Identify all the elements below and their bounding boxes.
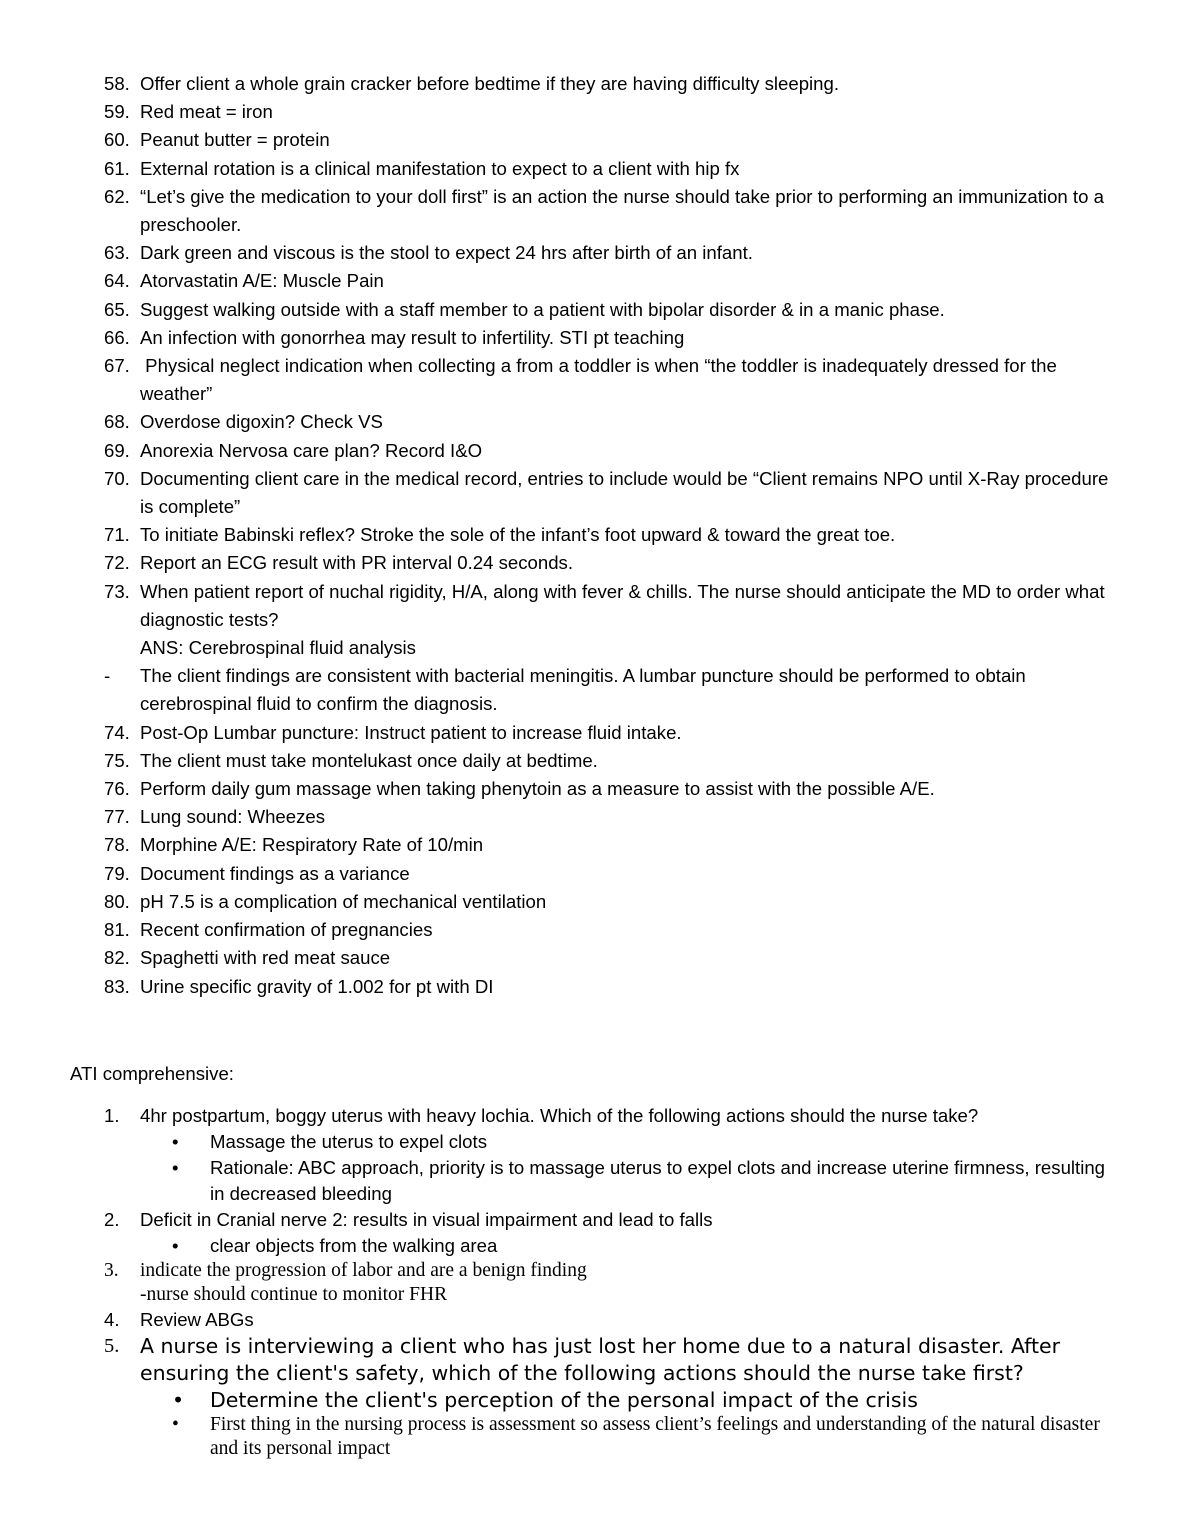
item-text: Anorexia Nervosa care plan? Record I&O [140,439,483,461]
item-number: 61. [104,157,130,179]
list-item [0,662,1125,718]
item-text: indicate the progression of labor and are a benign finding [140,1260,587,1281]
item-text: Documenting client care in the medical record, entries to include would be “Client remains NPO until X-Ray procedure is complete” [140,467,1109,518]
item-text: Report an ECG result with PR interval 0.24 seconds. [140,552,574,574]
item-text: Suggest walking outside with a staff member to a patient with bipolar disorder & in a manic phase. [140,298,945,320]
list-item [0,719,1125,747]
item-text: Overdose digoxin? Check VS [140,411,383,433]
bullet-text: clear objects from the walking area [210,1235,498,1256]
item-number: 60. [104,129,130,151]
item-text: A nurse is interviewing a client who has just lost her home due to a natural disaster. After ensuring the client's safety, which of the following actions should the nurse take first? [140,1334,1061,1385]
item-number: 1. [104,1105,120,1126]
item-note: -nurse should continue to monitor FHR [140,1284,448,1305]
list-item [0,1307,1125,1333]
list-item [0,944,1125,972]
list-item [0,465,1125,521]
item-text: Post-Op Lumbar puncture: Instruct patient to increase fluid intake. [140,721,682,743]
item-text: When patient report of nuchal rigidity, H/A, along with fever & chills. The nurse should anticipate the MD to order what diagnostic tests? [140,580,1105,630]
list-item [0,1103,1125,1129]
list-item [0,549,1125,577]
bullet-text: First thing in the nursing process is assessment so assess client’s feelings and understanding of the natural disaster and its personal impact [210,1414,1100,1459]
item-text: Dark green and viscous is the stool to expect 24 hrs after birth of an infant. [140,242,753,264]
list-item [0,352,1125,408]
item-text: External rotation is a clinical manifestation to expect to a client with hip fx [140,157,740,179]
item-text: Physical neglect indication when collecting a from a toddler is when “the toddler is inadequately dressed for the weather” [140,355,1062,405]
bullet-text: Rationale: ABC approach, priority is to massage uterus to expel clots and increase uterine firmness, resulting in decreased bleeding [210,1157,1106,1204]
numbered-list-58-83 [0,70,1190,1001]
item-text: The client must take montelukast once daily at bedtime. [140,749,598,771]
bullet-text: Determine the client's perception of the personal impact of the crisis [210,1388,918,1412]
item-number: 74. [104,721,130,743]
item-answer: ANS: Cerebrospinal fluid analysis [140,637,416,659]
list-item [0,183,1125,239]
list-item [0,973,1125,1001]
list-item [0,888,1125,916]
bullet-item [0,1155,1120,1207]
item-number: 79. [104,862,130,884]
item-text: Perform daily gum massage when taking phenytoin as a measure to assist with the possible A/E. [140,778,935,800]
bullet-item [0,1387,1120,1413]
item-text: Atorvastatin A/E: Muscle Pain [140,270,384,292]
item-number: 70. [104,467,130,489]
item-text: Recent confirmation of pregnancies [140,919,433,941]
ati-comprehensive-list [0,1103,1190,1461]
bullet-item [0,1129,1120,1155]
item-number: 68. [104,411,130,433]
list-item [0,98,1125,126]
item-text: The client findings are consistent with bacterial meningitis. A lumbar puncture should be performed to obtain cerebrospinal fluid to confirm the diagnosis. [140,665,1026,715]
item-text: Red meat = iron [140,101,273,123]
item-text: Document findings as a variance [140,862,410,884]
item-text: “Let’s give the medication to your doll first” is an action the nurse should take prior to performing an immunization to a preschooler. [140,185,1104,236]
item-text: Peanut butter = protein [140,129,330,151]
bullet-text: Massage the uterus to expel clots [210,1131,487,1152]
list-item [0,860,1125,888]
bullet-item [0,1233,1120,1259]
list-item [0,239,1125,267]
item-dash: - [104,665,111,687]
bullet-icon: • [172,1235,179,1256]
list-item [0,775,1125,803]
list-item [0,803,1125,831]
list-item [0,578,1125,663]
list-item [0,155,1125,183]
list-item [0,1333,1125,1387]
list-item [0,324,1125,352]
item-number: 80. [104,890,130,912]
list-item [0,437,1125,465]
section-heading: ATI comprehensive: [70,1063,234,1084]
bullet-item [0,1413,1130,1461]
item-number: 76. [104,778,130,800]
item-text: Lung sound: Wheezes [140,806,326,828]
item-number: 67. [104,355,130,377]
item-number: 73. [104,580,130,602]
list-item [0,521,1125,549]
item-number: 72. [104,552,130,574]
bullet-icon: • [172,1131,179,1152]
list-item [0,70,1125,98]
item-text: To initiate Babinski reflex? Stroke the sole of the infant’s foot upward & toward the great toe. [140,524,896,546]
item-text: Offer client a whole grain cracker before bedtime if they are having difficulty sleeping. [140,73,840,94]
item-text: 4hr postpartum, boggy uterus with heavy lochia. Which of the following actions should the nurse take? [140,1105,979,1126]
list-item [0,408,1125,436]
list-item [0,831,1125,859]
item-number: 5. [104,1335,120,1357]
item-number: 59. [104,101,130,123]
list-item [0,747,1125,775]
list-item [0,126,1125,154]
item-number: 2. [104,1209,120,1230]
item-text: An infection with gonorrhea may result to infertility. STI pt teaching [140,326,685,348]
bullet-icon: • [172,1157,179,1178]
list-item [0,296,1125,324]
item-number: 69. [104,439,130,461]
item-text: Urine specific gravity of 1.002 for pt with DI [140,975,494,997]
list-item [0,916,1125,944]
item-number: 77. [104,806,130,828]
item-number: 81. [104,919,130,941]
item-number: 71. [104,524,130,546]
item-number: 82. [104,947,130,969]
list-item [0,1259,1125,1307]
item-text: pH 7.5 is a complication of mechanical ventilation [140,890,547,912]
item-number: 64. [104,270,130,292]
item-number: 65. [104,298,130,320]
item-number: 78. [104,834,130,856]
list-item [0,267,1125,295]
bullet-icon: • [172,1414,179,1435]
item-number: 4. [104,1309,120,1330]
list-item [0,1207,1125,1233]
item-number: 66. [104,326,130,348]
bullet-icon: • [172,1388,185,1412]
item-text: Review ABGs [140,1309,254,1330]
item-number: 75. [104,749,130,771]
item-number: 62. [104,185,130,207]
item-text: Deficit in Cranial nerve 2: results in visual impairment and lead to falls [140,1209,713,1230]
item-text: Morphine A/E: Respiratory Rate of 10/min [140,834,484,856]
item-text: Spaghetti with red meat sauce [140,947,391,969]
item-number: 63. [104,242,130,264]
item-number: 58. [104,73,130,94]
item-number: 3. [104,1260,119,1281]
item-number: 83. [104,975,130,997]
